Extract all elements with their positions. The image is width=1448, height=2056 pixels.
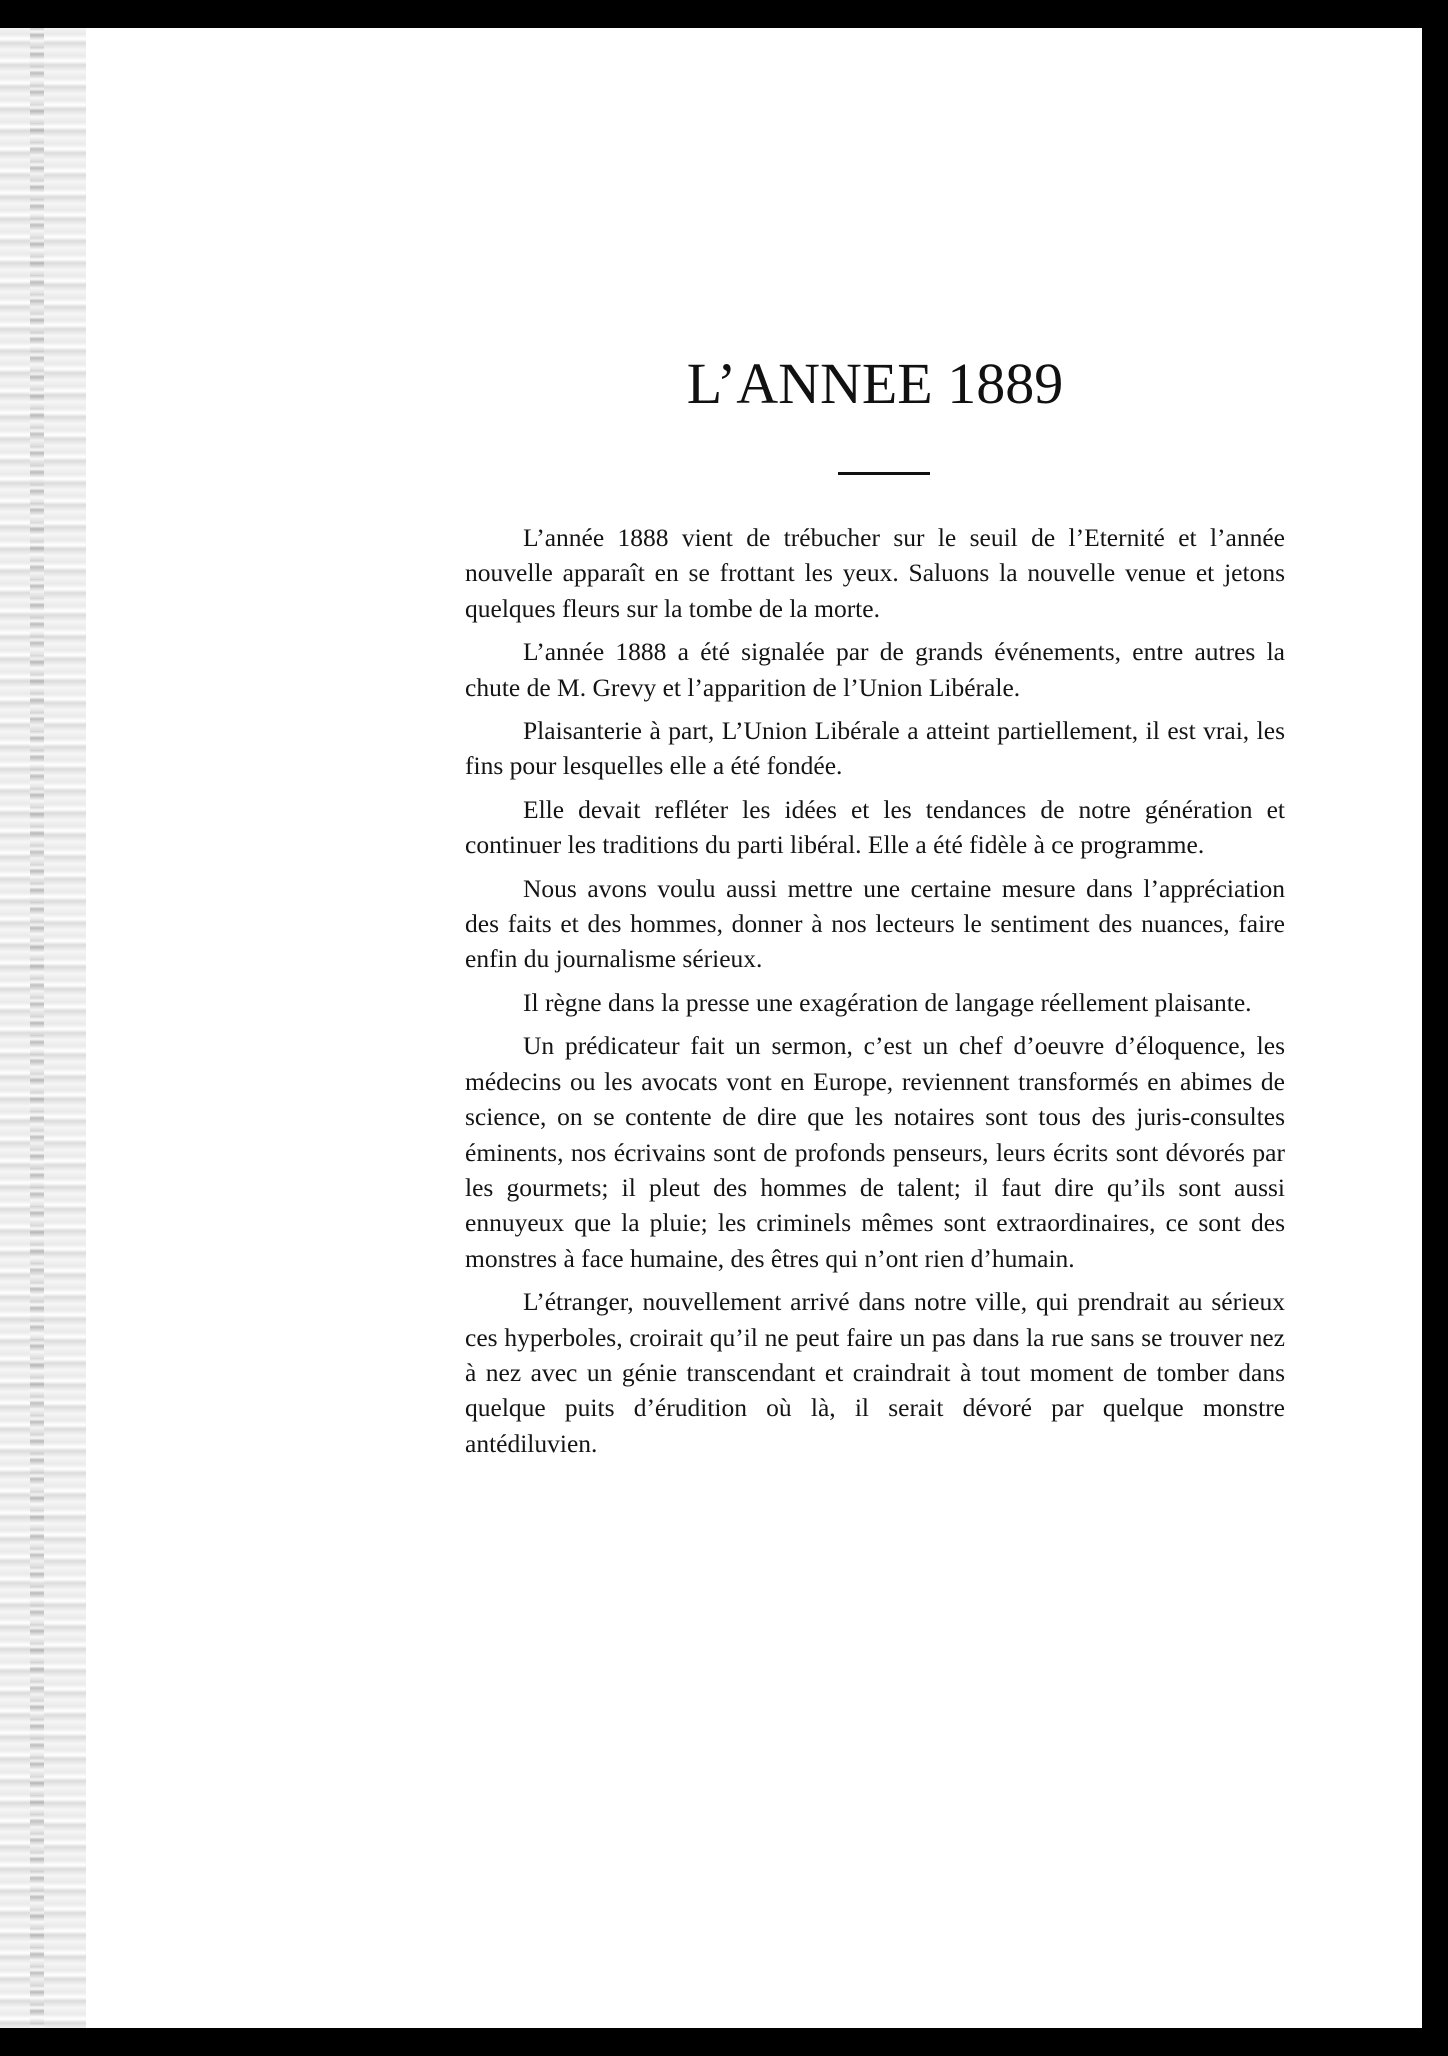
paragraph-6: Il règne dans la presse une exagération de langage réellement plaisante. [523, 987, 1252, 1017]
paragraph-2: L’année 1888 a été signalée par de grands événements, entre autres la chute de M. Grevy et l’apparition de l’Union Libérale. [465, 637, 1285, 702]
right-border [1432, 28, 1442, 2028]
title-block [575, 351, 1175, 416]
binding-edge [0, 28, 86, 2028]
paragraph-5: Nous avons voulu aussi mettre une certaine mesure dans l’appréciation des faits et des hommes, donner à nos lecteurs le sentiment des nuances, faire enfin du journalisme sérieux. [465, 873, 1285, 974]
title-divider [838, 472, 930, 475]
paragraph-7: Un prédicateur fait un sermon, c’est un chef d’oeuvre d’éloquence, les médecins ou les avocats vont en Europe, reviennent transformés en abimes de science, on se contente de dire que les notaires sont tous des juris-consultes éminents, nos écrivains sont de profonds penseurs, leurs écrits sont dévorés par les gourmets; il pleut des hommes de talent; il faut dire qu’ils sont aussi ennuyeux que la pluie; les criminels mêmes sont extraordinaires, ce sont des monstres à face humaine, des êtres qui n’ont rien d’humain. [465, 1031, 1285, 1273]
paragraph-4: Elle devait refléter les idées et les tendances de notre génération et continuer les traditions du parti libéral. Elle a été fidèle à ce programme. [465, 794, 1285, 860]
page-title: L’ANNEE 1889 [686, 351, 1064, 416]
paragraph-3: Plaisanterie à part, L’Union Libérale a atteint partiellement, il est vrai, les fins pour lesquelles elle a été fondée. [465, 716, 1285, 781]
paragraph-1: L’année 1888 vient de trébucher sur le seuil de l’Eternité et l’année nouvelle apparaît en se frottant les yeux. Saluons la nouvelle venue et jetons quelques fleurs sur la tombe de la morte. [465, 523, 1285, 623]
article-body [465, 520, 1285, 1469]
paragraph-8: L’étranger, nouvellement arrivé dans notre ville, qui prendrait au sérieux ces hyperboles, croirait qu’il ne peut faire un pas dans la rue sans se trouver nez à nez avec un génie transcendant et craindrait à tout moment de tomber dans quelque puits d’érudition où là, il serait dévoré par quelque monstre antédiluvien. [465, 1287, 1285, 1458]
